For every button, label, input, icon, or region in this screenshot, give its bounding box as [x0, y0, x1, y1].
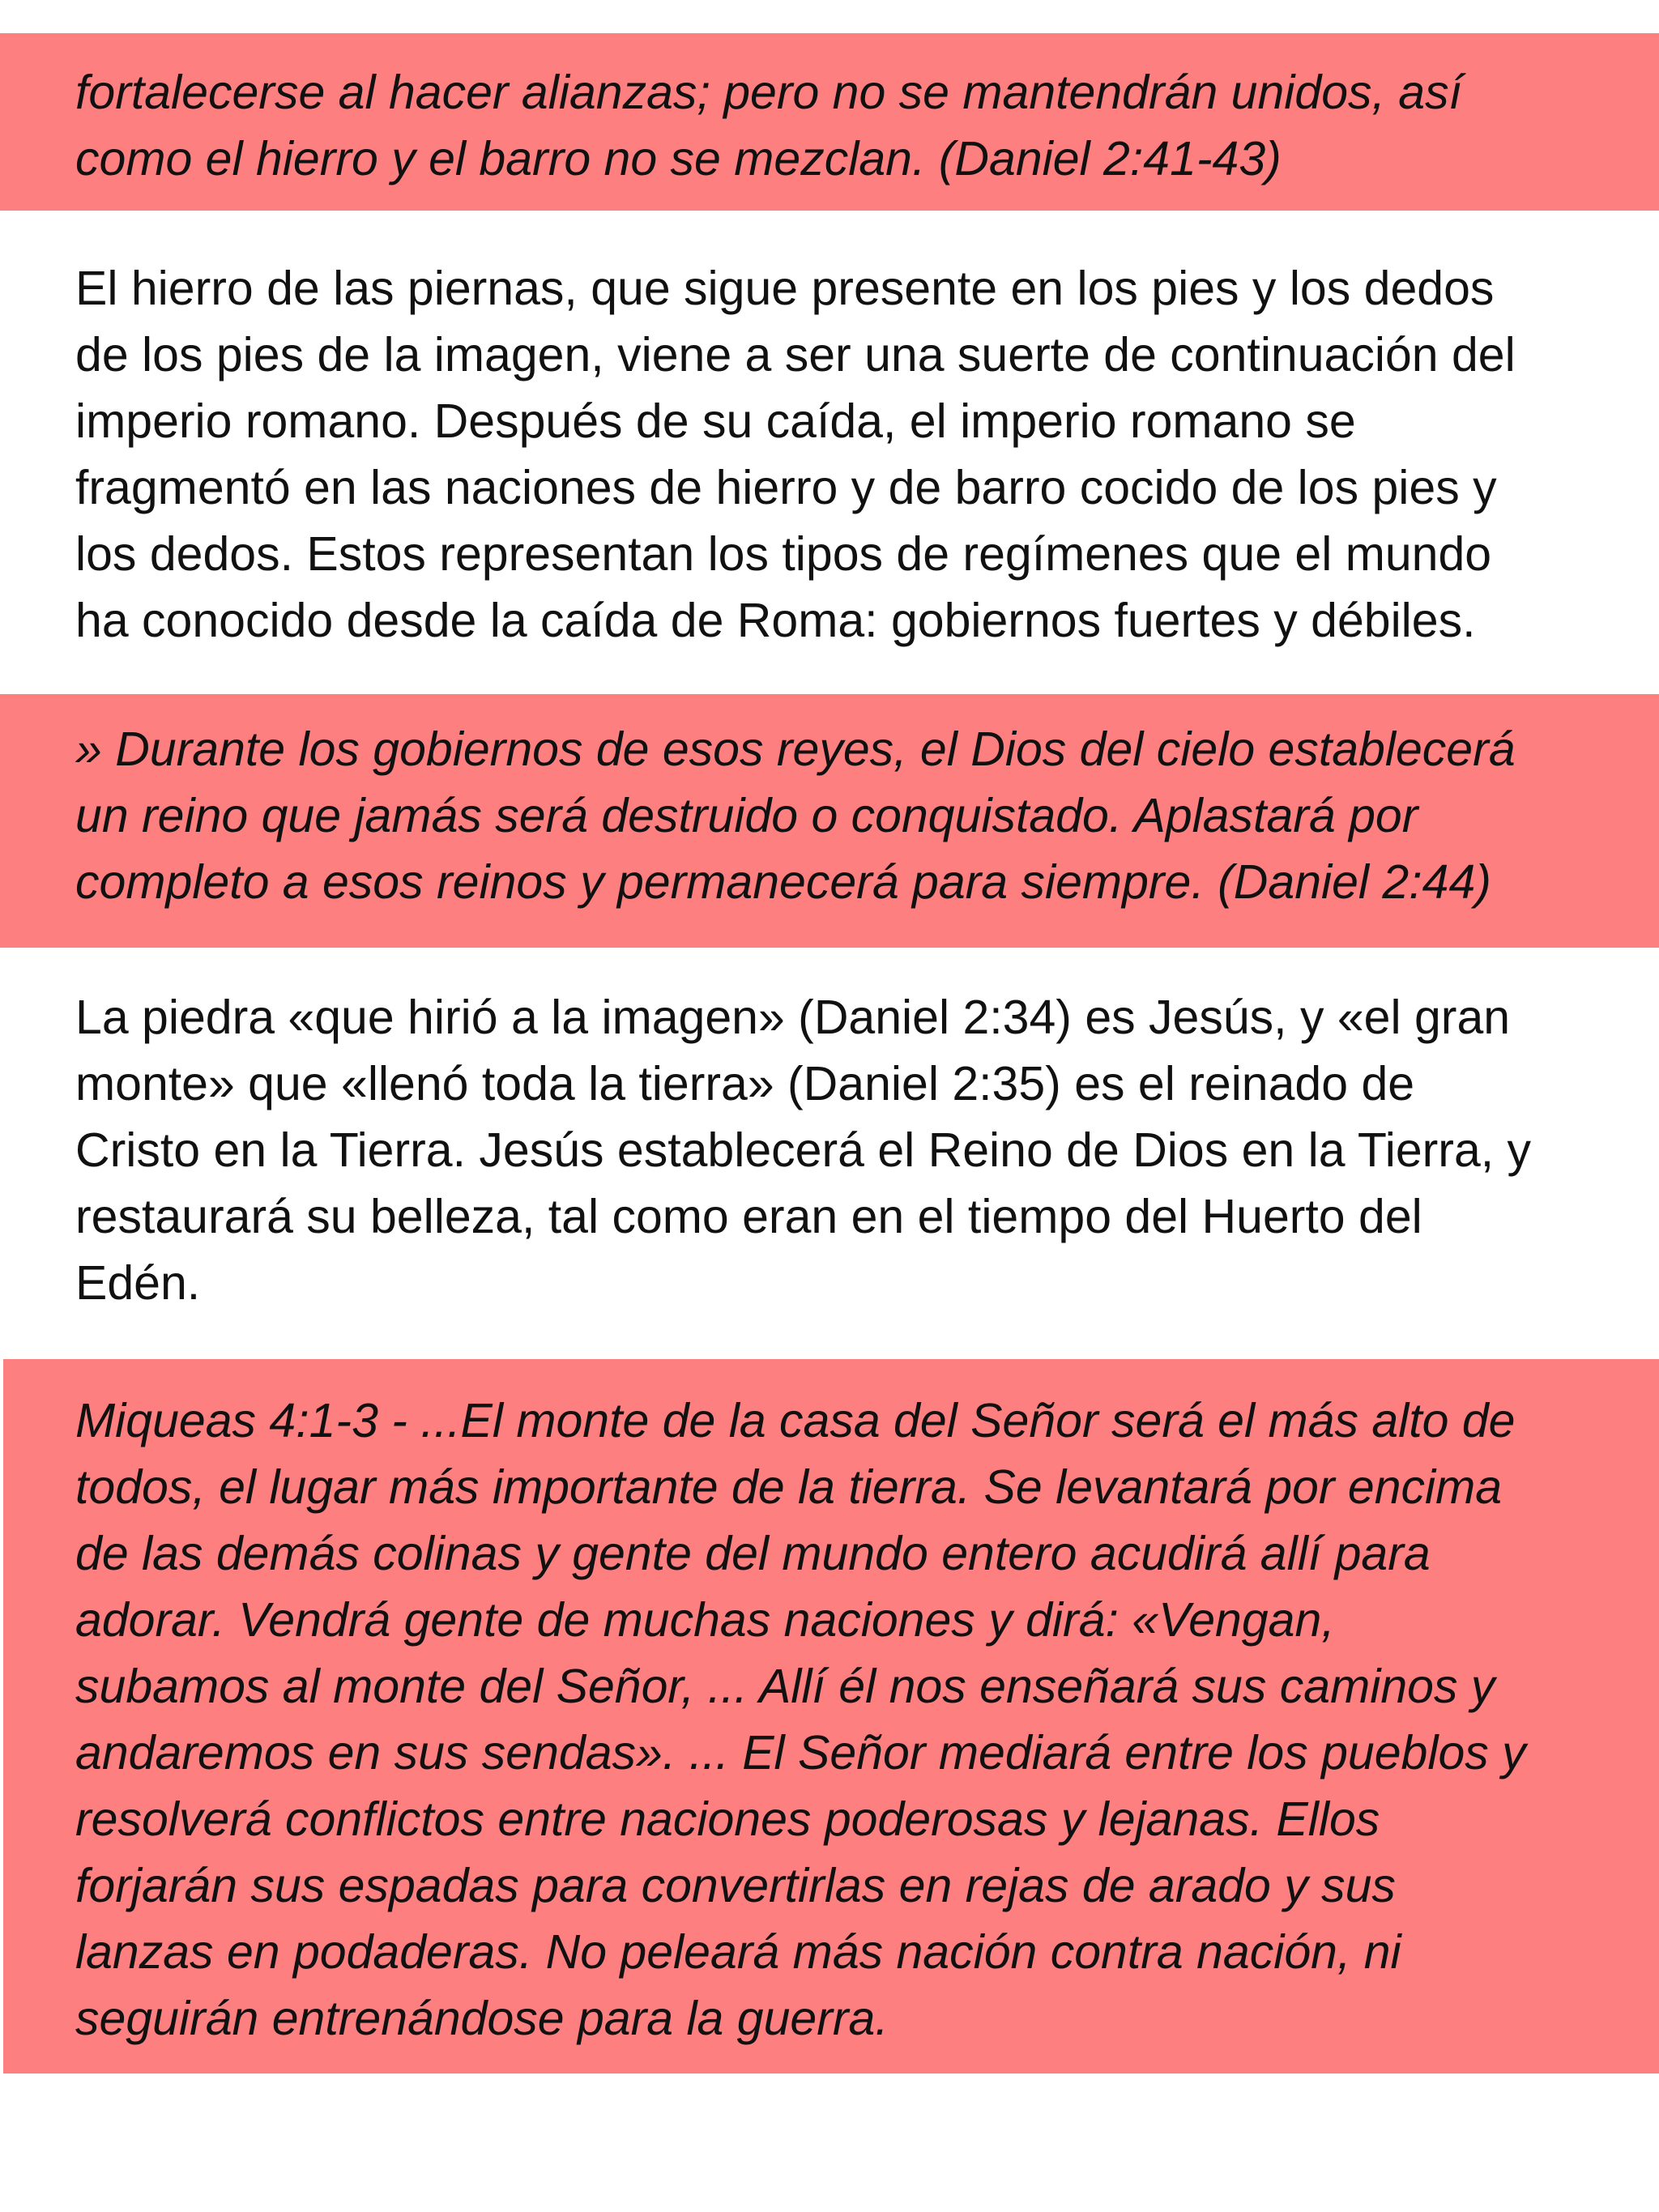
- quote-line: » Durante los gobiernos de esos reyes, el Dios del cielo establecerá: [75, 722, 1516, 776]
- quote-line: un reino que jamás será destruido o conquistado. Aplastará por: [75, 789, 1418, 842]
- quote-line: de las demás colinas y gente del mundo entero acudirá allí para: [75, 1527, 1431, 1580]
- quote-block-daniel-2-44: [0, 694, 1659, 948]
- quote-line: Miqueas 4:1-3 - ...El monte de la casa del Señor será el más alto de: [75, 1394, 1516, 1447]
- quote-block-miqueas-4-1-3: [3, 1359, 1659, 2073]
- paragraph-line: ha conocido desde la caída de Roma: gobiernos fuertes y débiles.: [75, 594, 1476, 647]
- paragraph-line: Edén.: [75, 1256, 201, 1310]
- paragraph-iron-legs: [0, 211, 1659, 694]
- paragraph-line: La piedra «que hirió a la imagen» (Daniel 2:34) es Jesús, y «el gran: [75, 991, 1511, 1044]
- quote-line: completo a esos reinos y permanecerá para siempre. (Daniel 2:44): [75, 855, 1491, 909]
- quote-line: lanzas en podaderas. No peleará más nación contra nación, ni: [75, 1925, 1401, 1979]
- paragraph-line: imperio romano. Después de su caída, el imperio romano se: [75, 394, 1356, 448]
- paragraph-line: los dedos. Estos representan los tipos de regímenes que el mundo: [75, 527, 1492, 581]
- quote-line: andaremos en sus sendas». ... El Señor mediará entre los pueblos y: [75, 1726, 1526, 1779]
- quote-line: seguirán entrenándose para la guerra.: [75, 1992, 889, 2045]
- quote-line: fortalecerse al hacer alianzas; pero no se mantendrán unidos, así: [75, 66, 1463, 119]
- quote-block-daniel-2-41-43: [0, 33, 1659, 211]
- paragraph-line: de los pies de la imagen, viene a ser una suerte de continuación del: [75, 328, 1516, 381]
- paragraph-line: fragmentó en las naciones de hierro y de barro cocido de los pies y: [75, 461, 1497, 514]
- quote-line: forjarán sus espadas para convertirlas en rejas de arado y sus: [75, 1859, 1396, 1912]
- quote-line: resolverá conflictos entre naciones poderosas y lejanas. Ellos: [75, 1792, 1380, 1846]
- quote-line: subamos al monte del Señor, ... Allí él nos enseñará sus caminos y: [75, 1660, 1495, 1713]
- quote-line: adorar. Vendrá gente de muchas naciones y dirá: «Vengan,: [75, 1593, 1335, 1647]
- paragraph-line: Cristo en la Tierra. Jesús establecerá el Reino de Dios en la Tierra, y: [75, 1123, 1532, 1177]
- quote-line: como el hierro y el barro no se mezclan. (Daniel 2:41-43): [75, 132, 1282, 185]
- paragraph-line: restaurará su belleza, tal como eran en el tiempo del Huerto del: [75, 1190, 1422, 1243]
- quote-line: todos, el lugar más importante de la tierra. Se levantará por encima: [75, 1460, 1503, 1514]
- paragraph-stone: [0, 948, 1659, 1359]
- paragraph-line: El hierro de las piernas, que sigue presente en los pies y los dedos: [75, 262, 1495, 315]
- paragraph-line: monte» que «llenó toda la tierra» (Daniel 2:35) es el reinado de: [75, 1057, 1415, 1110]
